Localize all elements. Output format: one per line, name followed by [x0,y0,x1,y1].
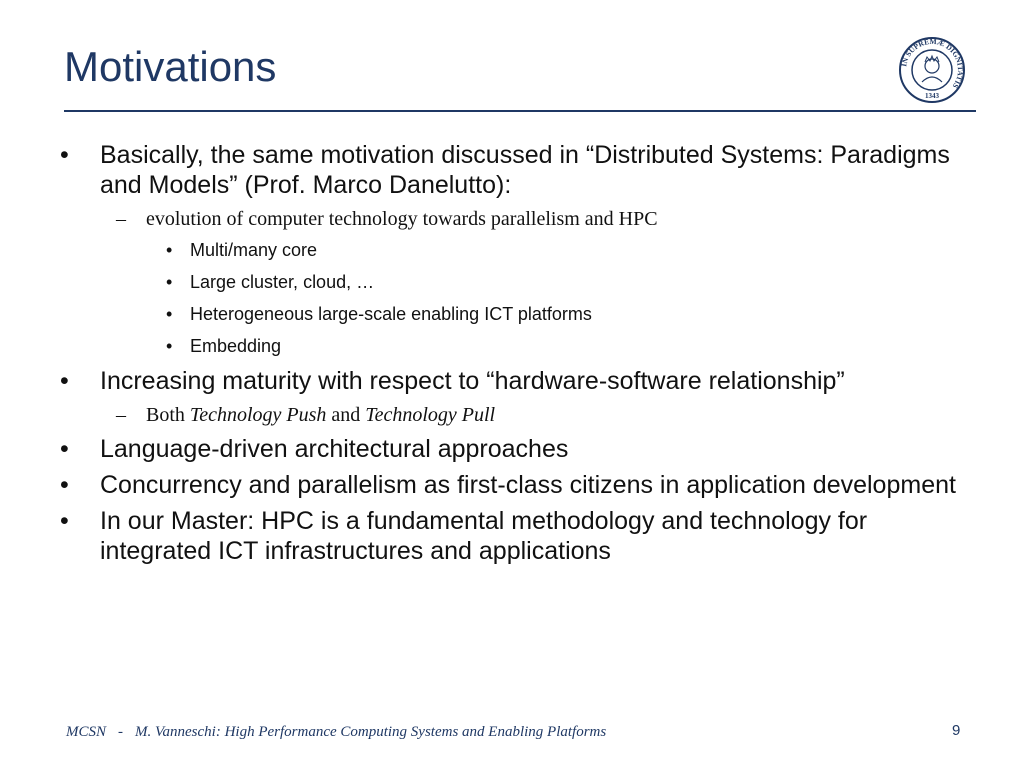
technology-pull-text: Technology Pull [365,404,496,426]
bullet-dot-icon: • [60,435,69,463]
bullet-item [60,506,960,566]
bullet-item [60,366,960,396]
bullet-text: Basically, the same motivation discussed in “Distributed Systems: Paradigms and Models” (Prof. Marco Danelutto): [100,141,950,199]
sub-bullet-prefix: Both [146,404,190,426]
bullet-text: In our Master: HPC is a fundamental methodology and technology for integrated ICT infrastructures and applications [100,507,868,565]
dash-icon: – [116,404,126,426]
sub-bullet-conjunction: and [326,404,366,426]
footer-separator: - [118,724,124,740]
bullet-text: Concurrency and parallelism as first-class citizens in application development [100,471,956,499]
sub-sub-bullet-text: Large cluster, cloud, … [190,272,375,292]
bullet-item [60,140,960,200]
bullet-dot-icon: • [60,141,69,169]
bullet-dot-icon: • [166,240,173,260]
svg-text:IN SUPREMÆ DIGNITATIS [899,37,965,90]
slide-body [60,140,960,572]
bullet-item [60,470,960,500]
bullet-dot-icon: • [60,507,69,535]
sub-sub-bullet-item [60,270,960,294]
bullet-dot-icon: • [60,367,69,395]
technology-push-text: Technology Push [189,404,327,426]
seal-ring-text: IN SUPREMÆ DIGNITATIS [899,36,966,91]
footer [66,724,606,741]
slide-title: Motivations [64,43,277,90]
sub-bullet-item [60,206,960,232]
footer-credit: M. Vanneschi: High Performance Computing Systems and Enabling Platforms [135,724,607,740]
page-number: 9 [952,722,961,739]
sub-bullet-text: evolution of computer technology towards parallelism and HPC [146,208,658,230]
sub-sub-bullet-text: Embedding [190,336,282,356]
title-underline [64,110,976,112]
university-seal-logo [898,36,966,104]
sub-bullet-item [60,402,960,428]
sub-sub-bullet-item [60,334,960,358]
bullet-dot-icon: • [60,471,69,499]
bullet-dot-icon: • [166,304,173,324]
sub-sub-bullet-item [60,302,960,326]
bullet-text: Language-driven architectural approaches [100,435,569,463]
dash-icon: – [116,208,126,230]
sub-sub-bullet-item [60,238,960,262]
bullet-dot-icon: • [166,272,173,292]
bullet-dot-icon: • [166,336,173,356]
bullet-item [60,434,960,464]
sub-sub-bullet-text: Heterogeneous large-scale enabling ICT platforms [190,304,592,324]
sub-sub-bullet-text: Multi/many core [190,240,318,260]
footer-course: MCSN [66,724,107,740]
bullet-text: Increasing maturity with respect to “hardware-software relationship” [100,367,845,395]
seal-year: 1343 [925,92,939,100]
